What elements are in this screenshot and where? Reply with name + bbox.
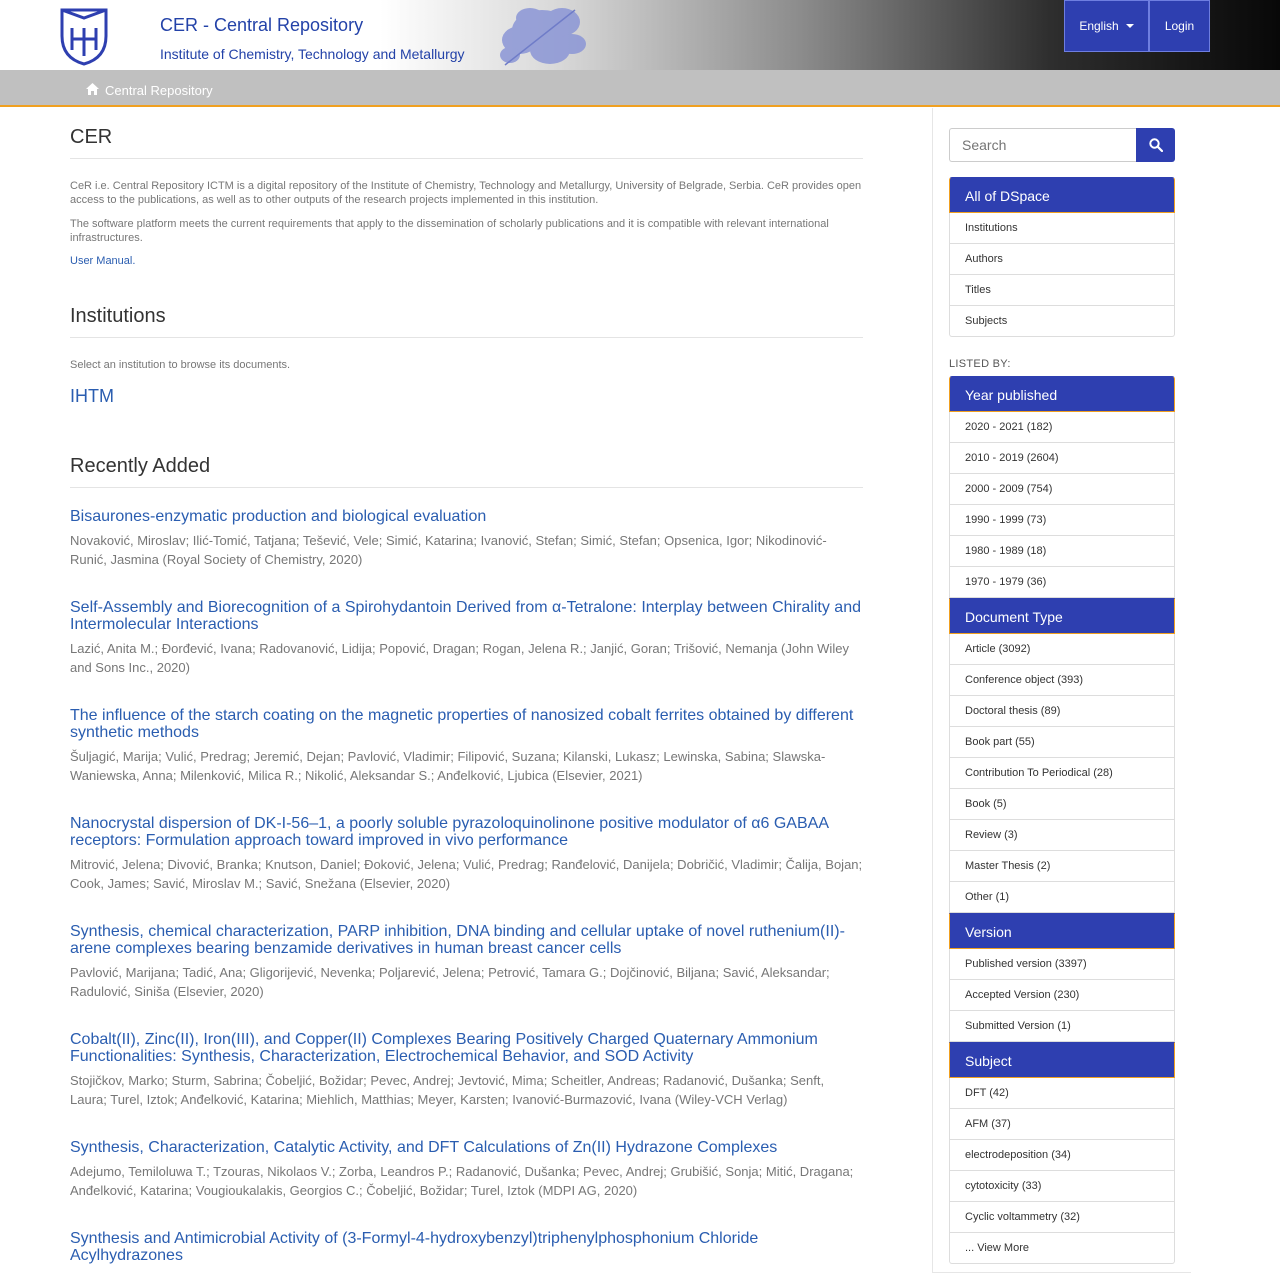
institution-link-ihtm[interactable]: IHTM: [70, 386, 114, 406]
browse-item-titles[interactable]: Titles: [949, 275, 1175, 306]
institutions-description: Select an institution to browse its documents.: [70, 359, 291, 371]
browse-heading-all-of-dspace[interactable]: All of DSpace: [949, 177, 1175, 213]
recent-item: [70, 599, 863, 677]
facet-item[interactable]: cytotoxicity (33): [949, 1171, 1175, 1202]
recent-item: [70, 508, 863, 569]
browse-item-institutions[interactable]: Institutions: [949, 213, 1175, 244]
recent-item-authors: Adejumo, Temiloluwa T.; Tzouras, Nikolaos V.; Zorba, Leandros P.; Radanović, Dušanka; Pevec, Andrej; Grubišić, Sonja; Mitić, Dragana; Anđelković, Katarina; Vougioukalakis, Georgios C.; Čobeljić, Božidar; Turel, Iztok: [70, 1164, 854, 1198]
browse-item-authors[interactable]: Authors: [949, 244, 1175, 275]
recently-added-heading: Recently Added: [70, 455, 863, 488]
recent-item-meta: [70, 1162, 863, 1200]
login-button[interactable]: Login: [1149, 0, 1210, 52]
facet-item[interactable]: Doctoral thesis (89): [949, 696, 1175, 727]
facets-panel: [949, 376, 1175, 1264]
recent-item-authors: Šuljagić, Marija; Vulić, Predrag; Jeremić, Dejan; Pavlović, Vladimir; Filipović, Suzana; Kilanski, Lukasz; Lewinska, Sabina; Slawska-Waniewska, Anna; Milenković, Milica R.; Nikolić, Aleksandar S.; Anđelković, Ljubica: [70, 749, 826, 783]
breadcrumb-home-link[interactable]: Central Repository: [105, 83, 213, 98]
oak-leaf-decoration-icon: [490, 0, 595, 70]
recent-item-publisher: (MDPI AG, 2020): [538, 1183, 638, 1198]
facet-item[interactable]: Book (5): [949, 789, 1175, 820]
recent-item-meta: [70, 747, 863, 785]
recent-item-meta: [70, 963, 863, 1001]
recent-item: [70, 1230, 863, 1264]
intro-paragraph: The software platform meets the current requirements that apply to the dissemination of scholarly publications and it is compatible with relevant international infrastructures.: [70, 218, 829, 244]
search-input[interactable]: [949, 128, 1136, 162]
recent-item-authors: Pavlović, Marijana; Tadić, Ana; Gligorijević, Nevenka; Poljarević, Jelena; Petrović, Tamara G.; Dojčinović, Biljana; Savić, Aleksandar; Radulović, Siniša: [70, 965, 830, 999]
browse-panel: [949, 177, 1175, 337]
recent-items-list: [70, 508, 863, 1264]
facet-item[interactable]: electrodeposition (34): [949, 1140, 1175, 1171]
language-label: English: [1079, 19, 1119, 33]
facet-item[interactable]: AFM (37): [949, 1109, 1175, 1140]
search-button[interactable]: [1136, 128, 1175, 162]
recent-item: [70, 707, 863, 785]
browse-item-subjects[interactable]: Subjects: [949, 306, 1175, 337]
facet-item[interactable]: Cyclic voltammetry (32): [949, 1202, 1175, 1233]
recent-item-title-link[interactable]: Synthesis and Antimicrobial Activity of (3-Formyl-4-hydroxybenzyl)triphenylphosphonium Chloride Acylhydrazones: [70, 1230, 759, 1264]
recent-item-publisher: (Wiley-VCH Verlag): [674, 1092, 788, 1107]
facet-item[interactable]: Conference object (393): [949, 665, 1175, 696]
recent-item-authors: Stojičkov, Marko; Sturm, Sabrina; Čobeljić, Božidar; Pevec, Andrej; Jevtović, Mima; Scheitler, Andreas; Radanović, Dušanka; Senft, Laura; Turel, Iztok; Anđelković, Katarina; Miehlich, Matthias; Meyer, Karsten; Ivanović-Burmazović, Ivana: [70, 1073, 825, 1107]
home-icon[interactable]: [86, 82, 99, 94]
page-title: CER: [70, 126, 863, 159]
facet-heading[interactable]: Document Type: [949, 598, 1175, 634]
facet-item[interactable]: Other (1): [949, 882, 1175, 913]
sidebar-divider: [932, 1272, 1191, 1273]
language-dropdown[interactable]: [1064, 0, 1149, 52]
recent-item-meta: [70, 1071, 863, 1109]
facet-heading[interactable]: Year published: [949, 376, 1175, 412]
recent-item-title-link[interactable]: Synthesis, chemical characterization, PARP inhibition, DNA binding and cellular uptake of novel ruthenium(II)-arene complexes bearing benzamide derivatives in human breast cancer cells: [70, 923, 845, 957]
recent-item-title-link[interactable]: Bisaurones-enzymatic production and biological evaluation: [70, 508, 487, 525]
facet-item[interactable]: Review (3): [949, 820, 1175, 851]
site-subtitle[interactable]: Institute of Chemistry, Technology and Metallurgy: [160, 46, 465, 62]
facet-item[interactable]: 2010 - 2019 (2604): [949, 443, 1175, 474]
recent-item-title-link[interactable]: Synthesis, Characterization, Catalytic Activity, and DFT Calculations of Zn(II) Hydrazone Complexes: [70, 1139, 778, 1156]
recent-item-meta: [70, 639, 863, 677]
search-icon: [1149, 138, 1163, 152]
facet-item[interactable]: 2020 - 2021 (182): [949, 412, 1175, 443]
recent-item: [70, 815, 863, 893]
recent-item-publisher: (Elsevier, 2020): [359, 876, 451, 891]
facet-item[interactable]: Submitted Version (1): [949, 1011, 1175, 1042]
recent-item-authors: Mitrović, Jelena; Divović, Branka; Knutson, Daniel; Đoković, Jelena; Vulić, Predrag; Ranđelović, Danijela; Dobričić, Vladimir; Čalija, Bojan; Cook, James; Savić, Miroslav M.; Savić, Snežana: [70, 857, 863, 891]
listed-by-label: LISTED BY:: [949, 358, 1011, 370]
intro-paragraph: CeR i.e. Central Repository ICTM is a digital repository of the Institute of Chemistry, Technology and Metallurgy, University of Belgrade, Serbia. CeR provides open access to the publications, as well as to other outputs of the research projects implemented in this institution.: [70, 180, 862, 206]
institutions-heading: Institutions: [70, 305, 863, 338]
facet-item[interactable]: Accepted Version (230): [949, 980, 1175, 1011]
facet-item[interactable]: Published version (3397): [949, 949, 1175, 980]
facet-item[interactable]: 1970 - 1979 (36): [949, 567, 1175, 598]
site-title[interactable]: CER - Central Repository: [160, 15, 364, 35]
recent-item-title-link[interactable]: Self-Assembly and Biorecognition of a Spirohydantoin Derived from α-Tetralone: Interplay between Chirality and Intermolecular Interactions: [70, 599, 861, 633]
facet-item[interactable]: Contribution To Periodical (28): [949, 758, 1175, 789]
recent-item-meta: [70, 531, 863, 569]
facet-item[interactable]: Master Thesis (2): [949, 851, 1175, 882]
facet-item[interactable]: ... View More: [949, 1233, 1175, 1264]
recent-item-authors: Lazić, Anita M.; Đorđević, Ivana; Radovanović, Lidija; Popović, Dragan; Rogan, Jelena R.; Janjić, Goran; Trišović, Nemanja: [70, 641, 778, 656]
recent-item-meta: [70, 855, 863, 893]
facet-item[interactable]: 1990 - 1999 (73): [949, 505, 1175, 536]
facet-heading[interactable]: Version: [949, 913, 1175, 949]
facet-item[interactable]: DFT (42): [949, 1078, 1175, 1109]
sidebar-divider: [932, 108, 933, 1272]
breadcrumb: [0, 70, 1280, 107]
user-manual-link[interactable]: User Manual.: [70, 255, 136, 267]
recent-item-title-link[interactable]: Nanocrystal dispersion of DK-I-56–1, a poorly soluble pyrazoloquinolinone positive modulator of α6 GABAA receptors: Formulation approach toward improved in vivo performance: [70, 815, 829, 849]
main-content: [70, 108, 863, 1264]
recent-item-authors: Novaković, Miroslav; Ilić-Tomić, Tatjana; Tešević, Vele; Simić, Katarina; Ivanović, Stefan; Simić, Stefan; Opsenica, Igor; Nikodinović-Runić, Jasmina: [70, 533, 827, 567]
ihtm-logo-icon[interactable]: [58, 6, 110, 66]
facet-item[interactable]: 1980 - 1989 (18): [949, 536, 1175, 567]
recent-item-publisher: (John Wiley and Sons Inc., 2020): [70, 641, 849, 675]
site-header: [0, 0, 1280, 70]
facet-item[interactable]: 2000 - 2009 (754): [949, 474, 1175, 505]
recent-item-publisher: (Royal Society of Chemistry, 2020): [162, 552, 363, 567]
recent-item: [70, 1031, 863, 1109]
facet-item[interactable]: Book part (55): [949, 727, 1175, 758]
recent-item-title-link[interactable]: Cobalt(II), Zinc(II), Iron(III), and Copper(II) Complexes Bearing Positively Charged Quaternary Ammonium Functionalities: Synthesis, Characterization, Electrochemical Behavior, and SOD Activity: [70, 1031, 818, 1065]
recent-item: [70, 923, 863, 1001]
recent-item-publisher: (Elsevier, 2021): [552, 768, 643, 783]
recent-item-publisher: (Elsevier, 2020): [173, 984, 264, 999]
caret-down-icon: [1126, 24, 1134, 28]
facet-item[interactable]: Article (3092): [949, 634, 1175, 665]
recent-item-title-link[interactable]: The influence of the starch coating on the magnetic properties of nanosized cobalt ferrites obtained by different synthetic methods: [70, 707, 854, 741]
recent-item: [70, 1139, 863, 1200]
facet-heading[interactable]: Subject: [949, 1042, 1175, 1078]
